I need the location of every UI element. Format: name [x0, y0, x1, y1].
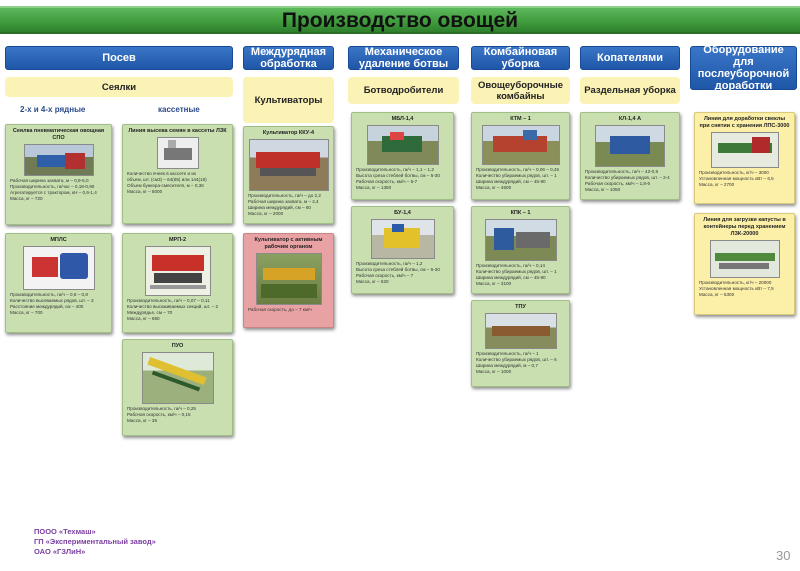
card-specs [699, 170, 790, 188]
machine-photo [711, 132, 779, 168]
card-title: БУ-1,4 [394, 210, 411, 216]
page-title: Производство овощей [281, 9, 519, 32]
spec-line: Производительность, га/ч – 1,2 [356, 261, 423, 266]
spec-line: Масса, кг – 700 [10, 310, 43, 315]
card-mbl [351, 112, 454, 200]
card-title: ПУО [171, 343, 184, 349]
spec-line: Производительность, га/ч – 0,06 – 0,45 [476, 167, 560, 172]
title-bar [0, 6, 800, 34]
spec-line: Масса, кг – 2000 [248, 211, 284, 216]
spec-line: Количество высаживаемых секций, шт. – 2 [127, 304, 219, 309]
spec-line: Масса, кг – 680 [127, 316, 160, 321]
spec-line: Масса, кг – 620 [356, 279, 389, 284]
footer-company: ПООО «Техмаш» [34, 527, 96, 536]
card-kultivator-aktivnyj [243, 233, 334, 328]
spec-line: Производительность, га/ч – 42-0,9 [585, 169, 659, 174]
spec-line: Количество убираемых рядов, шт. – 1 [476, 269, 557, 274]
machine-photo [367, 125, 439, 165]
machine-photo [485, 313, 557, 349]
card-title: Сеялка пневматическая овощная СПО [12, 128, 105, 141]
spec-line: Масса, кг – 1000 [476, 369, 512, 374]
card-title: МБЛ-1,4 [391, 116, 414, 122]
card-specs [476, 351, 565, 375]
card-mpls [5, 233, 112, 333]
spec-line: Производительность, га/час – 0,18-0,90 [10, 184, 95, 189]
card-lzk-20000 [694, 213, 795, 315]
header-mezhduryadnaya: Междурядная обработка [243, 46, 334, 70]
card-title: Линия для загрузки капусты в контейнеры перед хранением ЛЗК-20000 [703, 217, 786, 237]
spec-line: Производительность, га/ч – 0,6 – 0,8 [10, 292, 88, 297]
card-title: МПЛС [50, 237, 67, 243]
card-specs [476, 263, 565, 287]
card-specs [476, 167, 565, 191]
header-mekhanicheskoe: Механическое удаление ботвы [348, 46, 459, 70]
machine-photo [371, 219, 435, 259]
spec-line: Объем бункера-смесителя, м – 0,36 [127, 183, 204, 188]
card-lzk [122, 124, 233, 224]
card-title: КТМ – 1 [510, 116, 531, 122]
card-spo [5, 124, 112, 225]
spec-line: Производительность, га/ч – 0,07 – 0,11 [127, 298, 210, 303]
spec-line: Масса, кг – 720 [10, 196, 43, 201]
card-specs [356, 167, 449, 191]
subheader-ovoshcheuborochnye: Овощеуборочные комбайны [471, 77, 570, 104]
spec-line: Рабочая ширина захвата, м – 2,4 [248, 199, 319, 204]
spec-line: Количество убираемых рядов, шт. – 6 [476, 357, 557, 362]
card-specs [127, 406, 228, 424]
machine-photo [145, 246, 211, 296]
footer-company: ОАО «ГЗЛиН» [34, 547, 86, 556]
spec-line: Производительность, га/ч – до 2,2 [248, 193, 321, 198]
spec-line: Масса, кг – 35 [127, 418, 158, 423]
header-posev: Посев [5, 46, 233, 70]
card-specs [356, 261, 449, 285]
spec-line: Рабочая ширина захвата, м – 0,9-5,0 [10, 178, 89, 183]
card-lps [694, 112, 795, 204]
card-ktm [471, 112, 570, 200]
machine-photo [24, 144, 94, 176]
spec-line: Масса, кг – 5000 [127, 189, 163, 194]
spec-line: Рабочая скорость, км/ч – 1,8-6 [585, 181, 651, 186]
spec-line: Рабочая скорость, км/ч – 7 [356, 273, 414, 278]
card-bu [351, 206, 454, 294]
spec-line: Ширина междурядий, см – 45-90 [476, 275, 546, 280]
header-kombajnovaya: Комбайновая уборка [471, 46, 570, 70]
subheader-botvodrobiteli: Ботводробители [348, 77, 459, 104]
card-specs [248, 193, 329, 217]
spec-line: Количество убираемых рядов, шт. – 1 [476, 173, 557, 178]
card-title: МРП-2 [168, 237, 187, 243]
card-kl [580, 112, 680, 200]
machine-photo [157, 137, 199, 169]
card-kpk [471, 206, 570, 294]
card-specs [10, 178, 107, 202]
spec-line: Производительность, га/ч – 0,25 [127, 406, 196, 411]
card-title: ТПУ [515, 304, 526, 310]
subheader-seyalki: Сеялки [5, 77, 233, 97]
card-title: КЛ-1,4 А [618, 116, 642, 122]
spec-line: Производительность, га/ч – 0,14 [476, 263, 545, 268]
header-kopatelyami: Копателями [580, 46, 680, 70]
spec-line: Междурядье, см – 70 [127, 310, 173, 315]
spec-line: Масса, кг – 5300 [699, 292, 735, 297]
machine-photo [595, 125, 665, 167]
card-title: Культиватор с активным рабочим органом [254, 237, 323, 250]
spec-line: Количество высеваемых рядов, шт. – 3 [10, 298, 94, 303]
spec-line: Высота среза стеблей ботвы, см – 5-30 [356, 267, 440, 272]
card-specs [127, 298, 228, 322]
card-title: Культиватор ККУ-4 [262, 130, 315, 136]
subheader-razdelnaya: Раздельная уборка [580, 77, 680, 104]
card-title: КПК – 1 [510, 210, 531, 216]
machine-photo [256, 253, 322, 305]
card-kku [243, 126, 334, 224]
card-specs [585, 169, 675, 193]
machine-photo [485, 219, 557, 261]
spec-line: Масса, кг – 3100 [476, 281, 512, 286]
spec-line: Высота среза стеблей ботвы, см – 5-30 [356, 173, 440, 178]
footer-company: ГП «Экспериментальный завод» [34, 537, 156, 546]
spec-line: объем, шт. (см3) – 64(65) или 144(18) [127, 177, 207, 182]
spec-line: Производительность, га/ч – 1 [476, 351, 539, 356]
spec-line: Масса, кг – 1050 [585, 187, 621, 192]
machine-photo [23, 246, 95, 290]
spec-line: Расстояние междурядий, см – 400 [10, 304, 84, 309]
card-specs [699, 280, 790, 298]
card-title: Линия для доработки свеклы при снятии с хранения ЛПС-3000 [699, 116, 790, 129]
machine-photo [710, 240, 780, 278]
card-puo [122, 339, 233, 436]
card-title: Линия высева семян в кассеты ЛЗК [128, 128, 227, 134]
label-rows: 2-х и 4-х рядные [20, 105, 86, 114]
card-mrp [122, 233, 233, 333]
spec-line: Масса, кг – 1350 [356, 185, 392, 190]
spec-line: Производительность, га/ч – 1,1 – 1,2 [356, 167, 434, 172]
label-kassetnye: кассетные [158, 105, 200, 114]
spec-line: Установленная мощность кВт – 6,5 [699, 176, 774, 181]
spec-line: Количество убираемых рядов, шт. – 2-4 [585, 175, 670, 180]
machine-photo [249, 139, 329, 191]
spec-line: Масса, кг – 4600 [476, 185, 512, 190]
spec-line: Ширина междурядий, см – 45-90 [476, 179, 546, 184]
card-tpu [471, 300, 570, 387]
spec-line: Ширина междурядий, м – 0,7 [476, 363, 538, 368]
subheader-kultivatory: Культиваторы [243, 77, 334, 123]
spec-line: Рабочая скорость, до – 7 км/ч [248, 307, 312, 312]
spec-line: Производительность, кг/ч – 20000 [699, 280, 772, 285]
machine-photo [482, 125, 560, 165]
spec-line: Рабочая скорость, км/ч – 0,15 [127, 412, 191, 417]
spec-line: Рабочая скорость, км/ч – 5-7 [356, 179, 418, 184]
spec-line: Ширина междурядий, см – 60 [248, 205, 311, 210]
card-specs [10, 292, 107, 316]
machine-photo [142, 352, 214, 404]
footer-companies [34, 527, 156, 557]
spec-line: Установленная мощность кВт – 7,5 [699, 286, 774, 291]
card-specs [248, 307, 329, 313]
spec-line: Количество ячеек в кассете и их [127, 171, 197, 176]
card-specs [127, 171, 228, 195]
spec-line: Масса, кг – 2700 [699, 182, 735, 187]
spec-line: Производительность, кг/ч – 3000 [699, 170, 769, 175]
header-oborudovanie: Оборудование для послеуборочной доработки [690, 46, 797, 90]
spec-line: Агрегатируется с трактором, кН – 0,6-1,4 [10, 190, 97, 195]
page-number: 30 [776, 548, 791, 563]
